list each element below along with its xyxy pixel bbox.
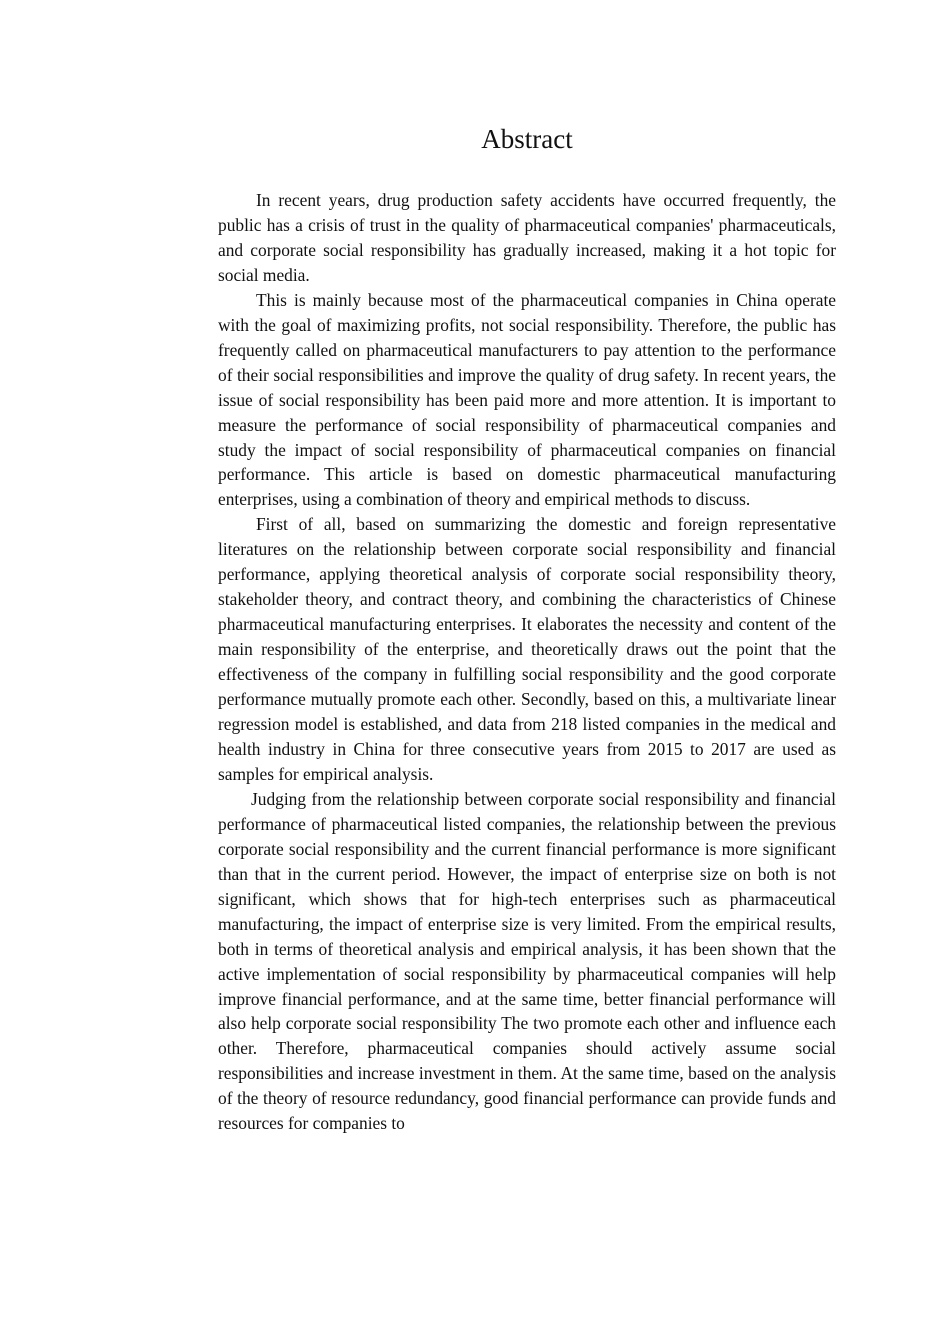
abstract-paragraph-1: In recent years, drug production safety accidents have occurred frequently, the public has a crisis of trust in the quality of pharmaceutical companies' pharmaceuticals, and corporate social responsibility has gradually increased, making it a hot topic for social media. bbox=[218, 190, 836, 285]
abstract-paragraph-4: Judging from the relationship between corporate social responsibility and financial performance of pharmaceutical listed companies, the relationship between the previous corporate social responsibility and the current financial performance is more significant than that in the current period. However, the impact of enterprise size on both is not significant, which shows that for high-tech enterprises such as pharmaceutical manufacturing, the impact of enterprise size is very limited. From the empirical results, both in terms of theoretical analysis and empirical analysis, it has been shown that the active implementation of social responsibility by pharmaceutical companies will help improve financial performance, and at the same time, better financial performance will also help corporate social responsibility The two promote each other and influence each other. Therefore, pharmaceutical companies should actively assume social responsibilities and increase investment in them. At the same time, based on the analysis of the theory of resource redundancy, good financial performance can provide funds and resources for companies to bbox=[218, 788, 836, 1134]
abstract-body bbox=[218, 188, 836, 1212]
abstract-paragraph-2: This is mainly because most of the pharmaceutical companies in China operate with the goal of maximizing profits, not social responsibility. Therefore, the public has frequently called on pharmaceutical manufacturers to pay attention to the performance of their social responsibilities and improve the quality of drug safety. In recent years, the issue of social responsibility has been paid more and more attention. It is important to measure the performance of social responsibility of pharmaceutical companies and study the impact of social responsibility of pharmaceutical companies on financial performance. This article is based on domestic pharmaceutical manufacturing enterprises, using a combination of theory and empirical methods to discuss. bbox=[218, 289, 836, 510]
abstract-paragraph-3: First of all, based on summarizing the domestic and foreign representative literatures on the relationship between corporate social responsibility and financial performance, applying theoretical analysis of corporate social responsibility theory, stakeholder theory, and contract theory, and combining the characteristics of Chinese pharmaceutical manufacturing enterprises. It elaborates the necessity and content of the main responsibility of the enterprise, and theoretically draws out the point that the effectiveness of the company in fulfilling social responsibility and the good corporate performance mutually promote each other. Secondly, based on this, a multivariate linear regression model is established, and data from 218 listed companies in the medical and health industry in China for three consecutive years from 2015 to 2017 are used as samples for empirical analysis. bbox=[218, 514, 836, 784]
abstract-title: Abstract bbox=[481, 124, 573, 154]
